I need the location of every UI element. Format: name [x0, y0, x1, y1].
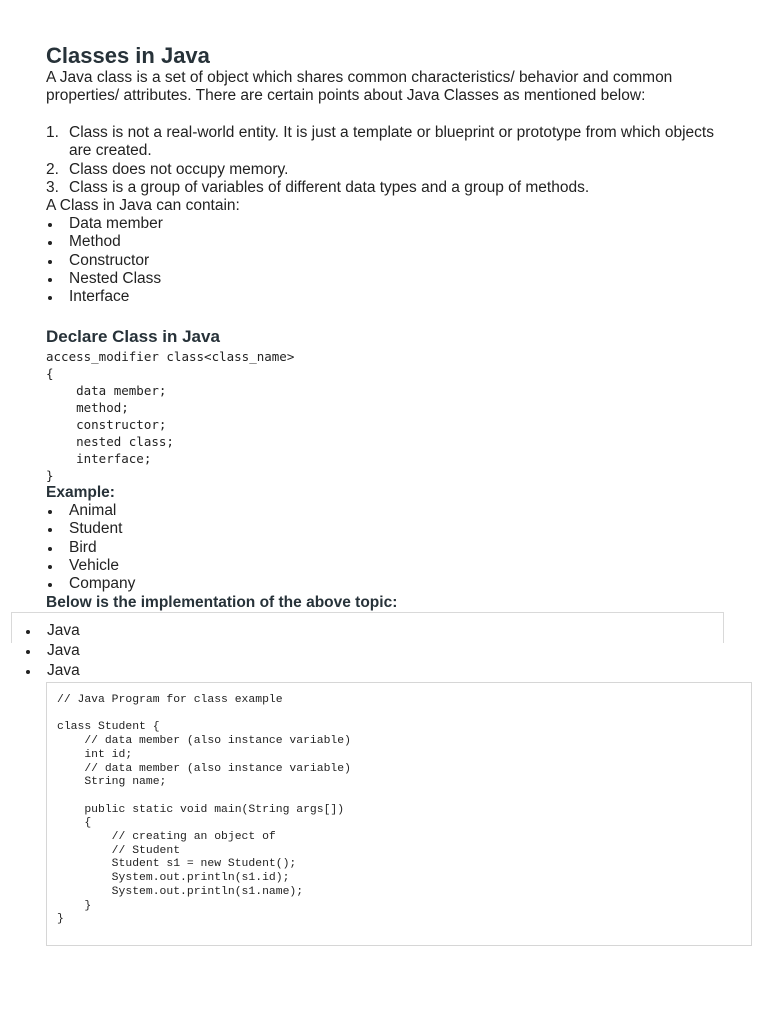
list-item-text: Interface	[69, 288, 130, 306]
bullet-icon	[48, 528, 52, 532]
list-item	[46, 124, 736, 161]
list-item-text: Company	[69, 575, 136, 593]
list-item	[46, 270, 163, 288]
page-title: Classes in Java	[46, 43, 210, 68]
list-item	[46, 161, 736, 179]
example-label: Example:	[46, 484, 115, 501]
tab-java[interactable]	[24, 641, 80, 661]
list-item	[46, 288, 163, 306]
list-item-text: Data member	[69, 215, 163, 232]
bullet-icon	[48, 510, 52, 514]
bullet-icon	[26, 630, 30, 634]
tab-java[interactable]	[24, 661, 80, 681]
list-item	[46, 557, 135, 575]
bullet-icon	[48, 278, 52, 282]
list-item	[46, 502, 135, 520]
list-item	[46, 575, 135, 593]
tab-java[interactable]	[24, 621, 80, 641]
list-item-text: Animal	[69, 502, 117, 519]
list-item-text: Bird	[69, 538, 97, 556]
list-item-text: Class is not a real-world entity. It is just a template or blueprint or prototype from which objects are created.	[69, 124, 714, 160]
contain-label: A Class in Java can contain:	[46, 197, 240, 214]
bullet-icon	[48, 583, 52, 587]
bullet-icon	[48, 565, 52, 569]
implementation-label: Below is the implementation of the above topic:	[46, 594, 398, 611]
list-item	[46, 539, 135, 557]
tab-label: Java	[47, 622, 80, 639]
intro-paragraph: A Java class is a set of object which shares common characteristics/ behavior and common properties/ attributes. There are certain points about Java Classes as mentioned below:	[46, 69, 673, 105]
bullet-icon	[48, 260, 52, 264]
tab-label: Java	[47, 642, 80, 659]
list-item	[46, 233, 163, 251]
list-item-text: Student	[69, 520, 123, 538]
bullet-icon	[48, 296, 52, 300]
list-item-text: Constructor	[69, 251, 150, 269]
list-item-text: Class does not occupy memory.	[69, 160, 289, 178]
list-number: 3.	[46, 178, 59, 196]
list-number: 2.	[46, 160, 59, 178]
list-item-text: Vehicle	[69, 556, 119, 574]
bullet-icon	[26, 670, 30, 674]
section-heading-declare: Declare Class in Java	[46, 327, 220, 346]
class-contents-list	[46, 215, 163, 306]
program-code-box	[46, 682, 752, 946]
program-code: // Java Program for class example class Student { // data member (also instance variable) int id; // data member (also instance variable) String name; public static void main(String args[]) { // creating an object of // Student Student s1 = new Student(); System.out.println(s1.id); System.out.println(s1.name); } }	[57, 694, 351, 926]
list-number: 1.	[46, 124, 59, 141]
class-points-list	[46, 124, 736, 197]
syntax-code-block: access_modifier class<class_name> { data member; method; constructor; nested class; interface; }	[46, 349, 295, 483]
bullet-icon	[48, 241, 52, 245]
bullet-icon	[48, 223, 52, 227]
code-tabs-frame	[11, 612, 724, 643]
list-item	[46, 179, 736, 197]
list-item-text: Class is a group of variables of different data types and a group of methods.	[69, 178, 590, 196]
bullet-icon	[48, 547, 52, 551]
list-item	[46, 252, 163, 270]
list-item-text: Method	[69, 233, 121, 251]
tab-label: Java	[47, 662, 80, 679]
example-list	[46, 502, 135, 593]
list-item	[46, 215, 163, 233]
language-tabs	[24, 621, 80, 681]
bullet-icon	[26, 650, 30, 654]
list-item	[46, 520, 135, 538]
list-item-text: Nested Class	[69, 269, 162, 287]
